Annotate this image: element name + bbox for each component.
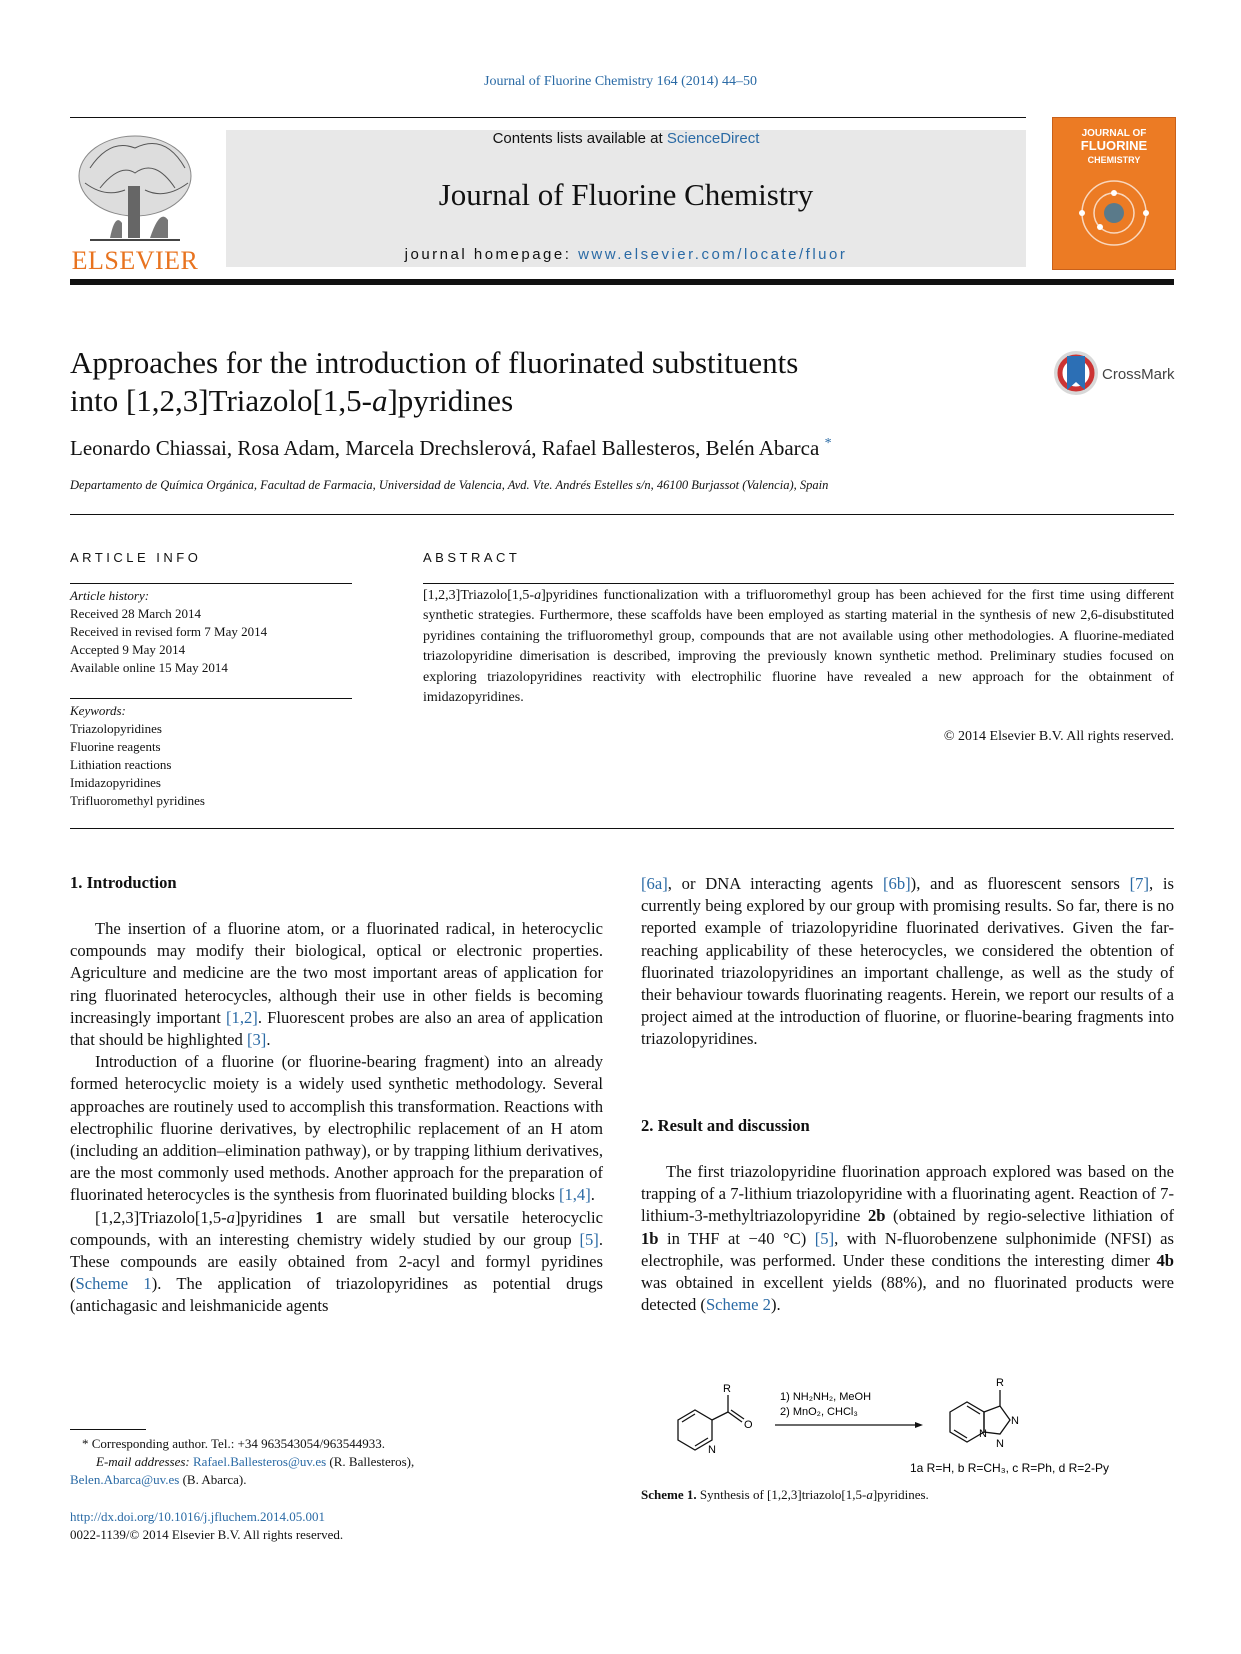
history-label: Article history: <box>70 588 150 603</box>
abstract-prefix: [1,2,3]Triazolo[1,5- <box>423 588 535 603</box>
pyridine-ketone-structure <box>678 1395 744 1450</box>
title-line2-italic: a <box>371 383 388 418</box>
abstract-end-rule <box>70 828 1174 829</box>
intro-paragraph-2 <box>70 1051 603 1206</box>
history-revised: Received in revised form 7 May 2014 <box>70 624 268 639</box>
text-run: The insertion of a fluorine atom, or a fluorinated radical, in heterocyclic compounds may modify their biological, optical or electronic properties. Agriculture and medicine are the two most important areas of application for ring fluorinated heterocycles, although their use in other fields is becoming increasingly important <box>70 919 603 1027</box>
compound-number: 4b <box>1156 1250 1174 1270</box>
elsevier-wordmark: ELSEVIER <box>71 246 199 275</box>
scheme-link[interactable]: Scheme 1 <box>75 1274 152 1294</box>
text-run: [1,2,3]Triazolo[1,5- <box>95 1207 227 1227</box>
article-history <box>70 587 352 677</box>
citation-link[interactable]: [6b] <box>883 874 911 893</box>
authors: Leonardo Chiassai, Rosa Adam, Marcela Drechslerová, Rafael Ballesteros, Belén Abarca <box>70 436 820 460</box>
intro-left-column <box>70 918 603 1318</box>
email-owner: (B. Abarca). <box>179 1472 247 1487</box>
text-run: (obtained by regio-selective lithiation of <box>885 1206 1174 1226</box>
r-group-label: R <box>723 1383 731 1395</box>
doi-text[interactable]: http://dx.doi.org/10.1016/j.jfluchem.2014.05.001 <box>70 1509 326 1524</box>
footnote-rule <box>70 1429 146 1430</box>
text-run: a <box>226 1207 235 1227</box>
header-thick-rule <box>70 279 1174 285</box>
crossmark-icon[interactable] <box>1053 350 1099 396</box>
keyword: Triazolopyridines <box>70 721 162 736</box>
article-info-rule <box>70 583 352 584</box>
cover-line2: FLUORINE <box>1080 138 1148 153</box>
affiliation: Departamento de Química Orgánica, Facultad de Farmacia, Universidad de Valencia, Avd. Vte. Andrés Estelles s/n, 46100 Burjassot (Valencia), Spain <box>70 478 829 492</box>
nitrogen-label: N <box>708 1444 716 1456</box>
abstract-copyright: © 2014 Elsevier B.V. All rights reserved. <box>943 729 1174 744</box>
header-rule <box>70 117 1026 118</box>
history-accepted: Accepted 9 May 2014 <box>70 642 186 657</box>
text-run: . Fluorescent probes are also an area of application that should be highlighted <box>70 1007 603 1050</box>
caption-text: Synthesis of [1,2,3]triazolo[1,5- <box>696 1487 867 1502</box>
citation-link[interactable]: [3] <box>246 1030 267 1050</box>
history-online: Available online 15 May 2014 <box>70 660 228 675</box>
intro-heading: 1. Introduction <box>70 873 177 892</box>
keywords-rule <box>70 698 352 699</box>
journal-reference[interactable]: Journal of Fluorine Chemistry 164 (2014) 44–50 <box>484 74 757 89</box>
homepage-prefix: journal homepage: <box>404 246 579 263</box>
issn-line: 0022-1139/© 2014 Elsevier B.V. All rights reserved. <box>70 1527 344 1542</box>
email-link[interactable]: Belen.Abarca@uv.es <box>70 1472 180 1487</box>
cover-line3: CHEMISTRY <box>1087 155 1141 165</box>
cover-line1: JOURNAL OF <box>1081 128 1147 139</box>
oxygen-label: O <box>744 1419 753 1431</box>
history-received: Received 28 March 2014 <box>70 606 202 621</box>
keyword: Imidazopyridines <box>70 775 161 790</box>
text-run: are small but versatile heterocyclic compounds, with an interesting chemistry widely studied by our group <box>70 1207 603 1249</box>
keyword: Lithiation reactions <box>70 757 172 772</box>
reaction-step-1: 1) NH₂NH₂, MeOH <box>780 1391 872 1403</box>
title-line2 <box>70 382 970 420</box>
journal-banner <box>226 130 1026 267</box>
compound-number: 2b <box>867 1206 886 1226</box>
email-line <box>70 1453 610 1471</box>
reaction-step-2: 2) MnO₂, CHCl₃ <box>780 1406 858 1418</box>
keywords-label: Keywords: <box>70 703 126 718</box>
email-line <box>70 1471 610 1489</box>
text-run: , with N-fluorobenzene sulphonimide (NFSI) as electrophile, was performed. Under these conditions the interesting dimer <box>641 1228 1174 1270</box>
abstract-rule <box>423 583 1174 584</box>
text-run: The first triazolopyridine fluorination approach explored was based on the trapping of a 7-lithium triazolopyridine with a fluorinating agent. Reaction of 7-lithium-3-methyltriazolopyridine <box>641 1162 1174 1226</box>
email-owner: (R. Ballesteros), <box>326 1454 415 1469</box>
citation-link[interactable]: [5] <box>814 1228 835 1248</box>
corresponding-author-note: * Corresponding author. Tel.: +34 963543054/963544933. <box>82 1436 385 1451</box>
keywords <box>70 702 352 810</box>
citation-link[interactable]: [5] <box>579 1229 599 1249</box>
intro-paragraph-1 <box>70 918 603 1051</box>
text-run: ), and as fluorescent sensors <box>910 874 1130 893</box>
text-run: ). The application of triazolopyridines as potential drugs (antichagasic and leishmanicide agents <box>70 1274 603 1316</box>
doi-link[interactable] <box>70 1508 325 1526</box>
compound-number: 1 <box>315 1207 324 1227</box>
arrowhead-icon <box>915 1422 923 1428</box>
caption-italic: a <box>866 1487 873 1502</box>
nitrogen-label: N <box>996 1438 1004 1450</box>
abstract-body: ]pyridines functionalization with a trifluoromethyl group has been achieved for the first time using different synthetic strategies. Furthermore, these scaffolds have been employed as starting material in the synthesis of new 2,6-disubstituted pyridines containing the trifluoromethyl group, compounds that are not available using other methodologies. A fluorine-mediated triazolopyridine dimerisation is described, improving the previously known synthetic method. Preliminary studies focused on exploring triazolopyridines reactivity with electrophilic fluorine have revealed a new approach for the obtainment of imidazopyridines. <box>423 588 1174 706</box>
text-run: in THF at −40 °C) <box>658 1228 815 1248</box>
journal-homepage <box>226 246 1026 263</box>
article-info-heading: ARTICLE INFO <box>70 550 202 565</box>
results-column <box>641 1161 1174 1316</box>
citation-link[interactable]: [6a] <box>641 874 668 893</box>
text-run: , is currently being explored by our group with promising results. So far, there is no reported example of triazolopyridine fluorinated derivatives. Given the far-reaching applicability of these heterocycles, we considered the obtention of fluorinated triazolopyridines an important challenge, as well as the study of their behaviour towards fluorinating reagents. Herein, we report our results of a project aimed at the introduction of fluorine, or fluorine-bearing fragments into triazolopyridines. <box>641 874 1175 1049</box>
nitrogen-label: N <box>979 1428 987 1440</box>
journal-cover[interactable] <box>1052 117 1176 270</box>
citation-link[interactable]: [1,4] <box>558 1185 591 1205</box>
abstract-italic: a <box>534 588 542 603</box>
elsevier-tree-logo[interactable] <box>70 128 200 246</box>
affiliation-rule <box>70 514 1174 515</box>
results-paragraph-1 <box>641 1161 1174 1316</box>
keyword: Fluorine reagents <box>70 739 161 754</box>
intro-paragraph-3-continued <box>641 873 1174 1051</box>
author-list <box>70 436 832 461</box>
caption-label: Scheme 1. <box>641 1487 697 1502</box>
citation-link[interactable]: [1,2] <box>226 1007 258 1027</box>
compound-number: 1b <box>641 1228 659 1248</box>
title-line1: Approaches for the introduction of fluorinated substituents <box>70 345 799 380</box>
text-run: Introduction of a fluorine (or fluorine-bearing fragment) into an already formed heterocyclic moiety is a widely used synthetic methodology. Several approaches are routinely used to accomplish this transformation. Reactions with electrophilic fluorine derivatives, by electrophilic replacement of an H atom (including an addition–elimination pathway), or by trapping lithium derivatives, are the most commonly used methods. Another approach for the preparation of fluorinated heterocycles is the synthesis from fluorinated building blocks <box>70 1052 603 1205</box>
results-heading: 2. Result and discussion <box>641 1116 810 1135</box>
footnote <box>70 1435 610 1489</box>
text-run: was obtained in excellent yields (88%), and no fluorinated products were detected ( <box>641 1273 1174 1315</box>
text-run: ). <box>770 1295 781 1315</box>
article-title <box>70 344 970 420</box>
sciencedirect-link[interactable]: ScienceDirect <box>666 130 760 147</box>
email-link[interactable]: Rafael.Ballesteros@uv.es <box>193 1454 327 1469</box>
text-run: . <box>266 1030 271 1050</box>
text-run: . <box>590 1185 595 1205</box>
journal-title: Journal of Fluorine Chemistry <box>438 177 814 212</box>
r-group-label: R <box>996 1377 1004 1389</box>
contents-prefix: Contents lists available at <box>492 130 667 147</box>
intro-paragraph-3 <box>70 1207 603 1318</box>
scheme-link[interactable]: Scheme 2 <box>705 1295 771 1315</box>
title-line2-prefix: into [1,2,3]Triazolo[1,5- <box>70 383 372 418</box>
title-line2-suffix: ]pyridines <box>387 383 514 418</box>
abstract-text <box>423 586 1174 708</box>
nitrogen-label: N <box>1011 1415 1019 1427</box>
citation-link[interactable]: [7] <box>1129 874 1149 893</box>
compound-legend: 1a R=H, b R=CH₃, c R=Ph, d R=2-Py <box>910 1461 1109 1475</box>
text-run: . These compounds are easily obtained from 2-acyl and formyl pyridines ( <box>70 1229 603 1294</box>
homepage-link[interactable]: www.elsevier.com/locate/fluor <box>578 246 848 263</box>
abstract-heading: ABSTRACT <box>423 550 521 565</box>
scheme-1-figure <box>670 1370 1150 1480</box>
intro-right-column <box>641 873 1174 1051</box>
corresponding-author-mark[interactable]: * <box>824 436 832 451</box>
email-label: E-mail addresses: <box>96 1454 190 1469</box>
crossmark-label[interactable]: CrossMark <box>1102 366 1175 383</box>
text-run: , or DNA interacting agents <box>667 874 884 893</box>
scheme-1-caption <box>641 1487 929 1503</box>
keyword: Trifluoromethyl pyridines <box>70 793 205 808</box>
atom-icon <box>1074 173 1154 253</box>
contents-line <box>226 130 1026 147</box>
caption-text: ]pyridines. <box>872 1487 929 1502</box>
text-run: ]pyridines <box>234 1207 316 1227</box>
